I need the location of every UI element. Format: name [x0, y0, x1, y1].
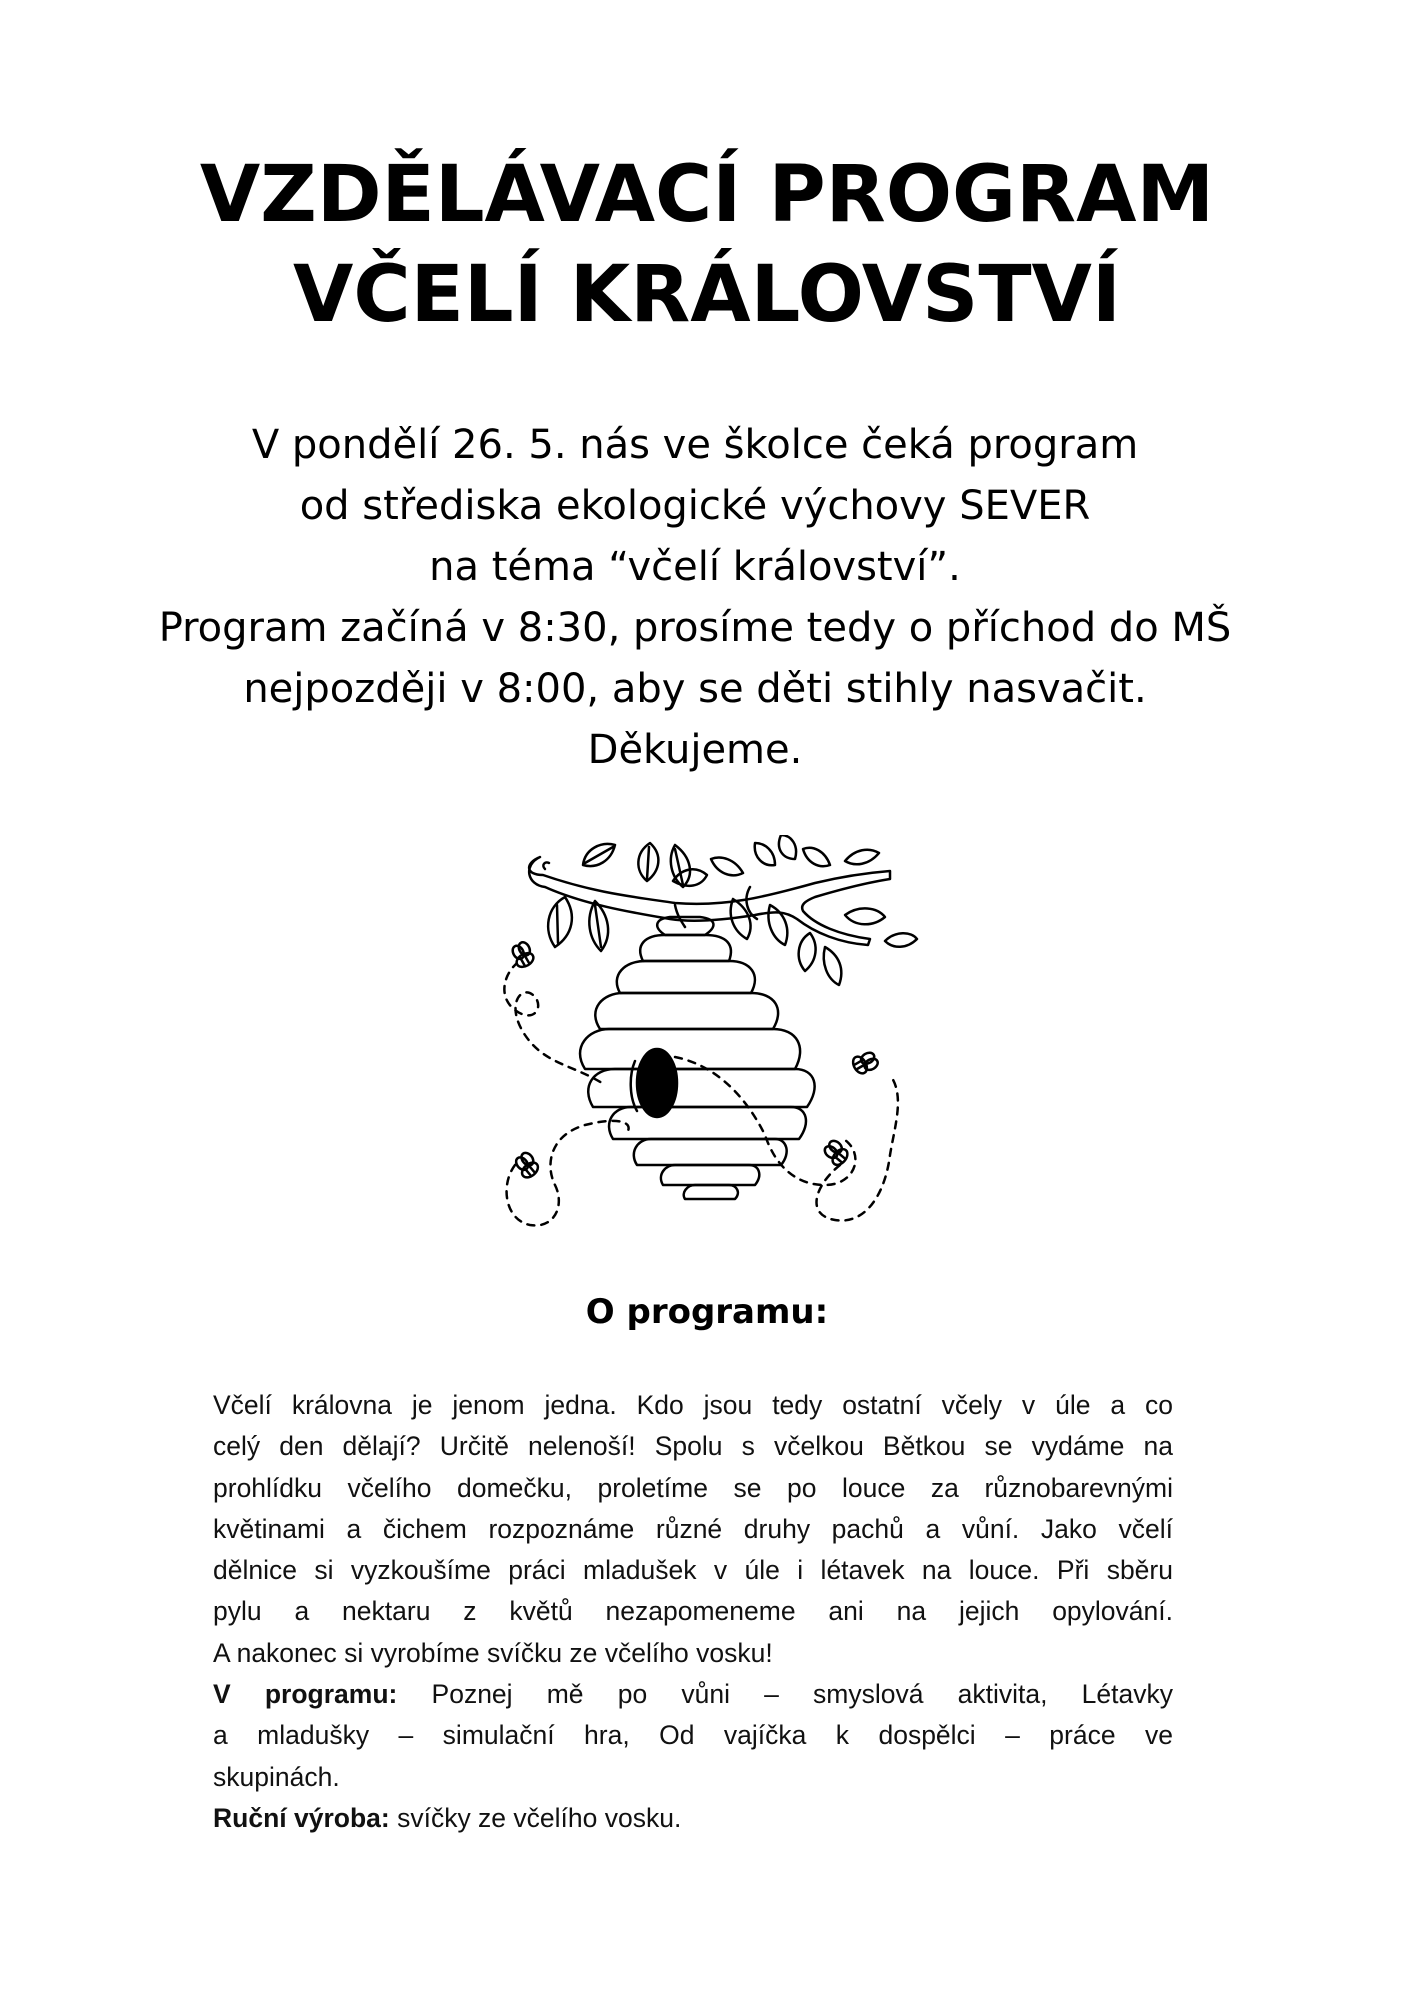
title-line-1: VZDĚLÁVACÍ PROGRAM — [199, 150, 1215, 240]
description-line: pylu a nektaru z květů nezapomeneme ani na jejich opylování. — [213, 1596, 1173, 1627]
about-heading: O programu: — [585, 1292, 829, 1332]
craft-line — [213, 1798, 1173, 1839]
intro-line: V pondělí 26. 5. nás ve školce čeká program — [251, 422, 1139, 468]
beehive-with-bees-icon — [485, 835, 935, 1235]
title-line-2: VČELÍ KRÁLOVSTVÍ — [293, 250, 1121, 340]
description-line: prohlídku včelího domečku, proletíme se po louce za různobarevnými — [213, 1472, 1173, 1503]
description-line: květinami a čichem rozpoznáme různé druhy pachů a vůní. Jako včelí — [213, 1513, 1173, 1544]
intro-line: Program začíná v 8:30, prosíme tedy o příchod do MŠ — [158, 605, 1232, 651]
description-line: celý den dělají? Určitě nelenoší! Spolu s včelkou Bětkou se vydáme na — [213, 1431, 1173, 1462]
program-text: Poznej mě po vůni – smyslová aktivita, Létavky — [431, 1679, 1173, 1710]
intro-line: na téma “včelí království”. — [429, 544, 961, 590]
description-line: A nakonec si vyrobíme svíčku ze včelího vosku! — [213, 1637, 773, 1668]
craft-text: svíčky ze včelího vosku. — [397, 1802, 682, 1833]
program-line: skupinách. — [213, 1761, 340, 1792]
intro-line: nejpozději v 8:00, aby se děti stihly nasvačit. — [243, 666, 1147, 712]
intro-line: od střediska ekologické výchovy SEVER — [299, 483, 1091, 529]
intro-paragraph — [0, 415, 1390, 781]
about-description — [213, 1385, 1173, 1839]
description-line: Včelí královna je jenom jedna. Kdo jsou tedy ostatní včely v úle a co — [213, 1390, 1173, 1420]
program-label: V programu: — [213, 1679, 398, 1710]
craft-label: Ruční výroba: — [213, 1802, 390, 1833]
program-line — [213, 1674, 1173, 1715]
intro-line: Děkujeme. — [587, 727, 803, 773]
description-line: dělnice si vyzkoušíme práci mladušek v úle i létavek na louce. Při sběru — [213, 1555, 1173, 1586]
program-line: a mladušky – simulační hra, Od vajíčka k dospělci – práce ve — [213, 1720, 1173, 1751]
page-title — [0, 145, 1414, 345]
